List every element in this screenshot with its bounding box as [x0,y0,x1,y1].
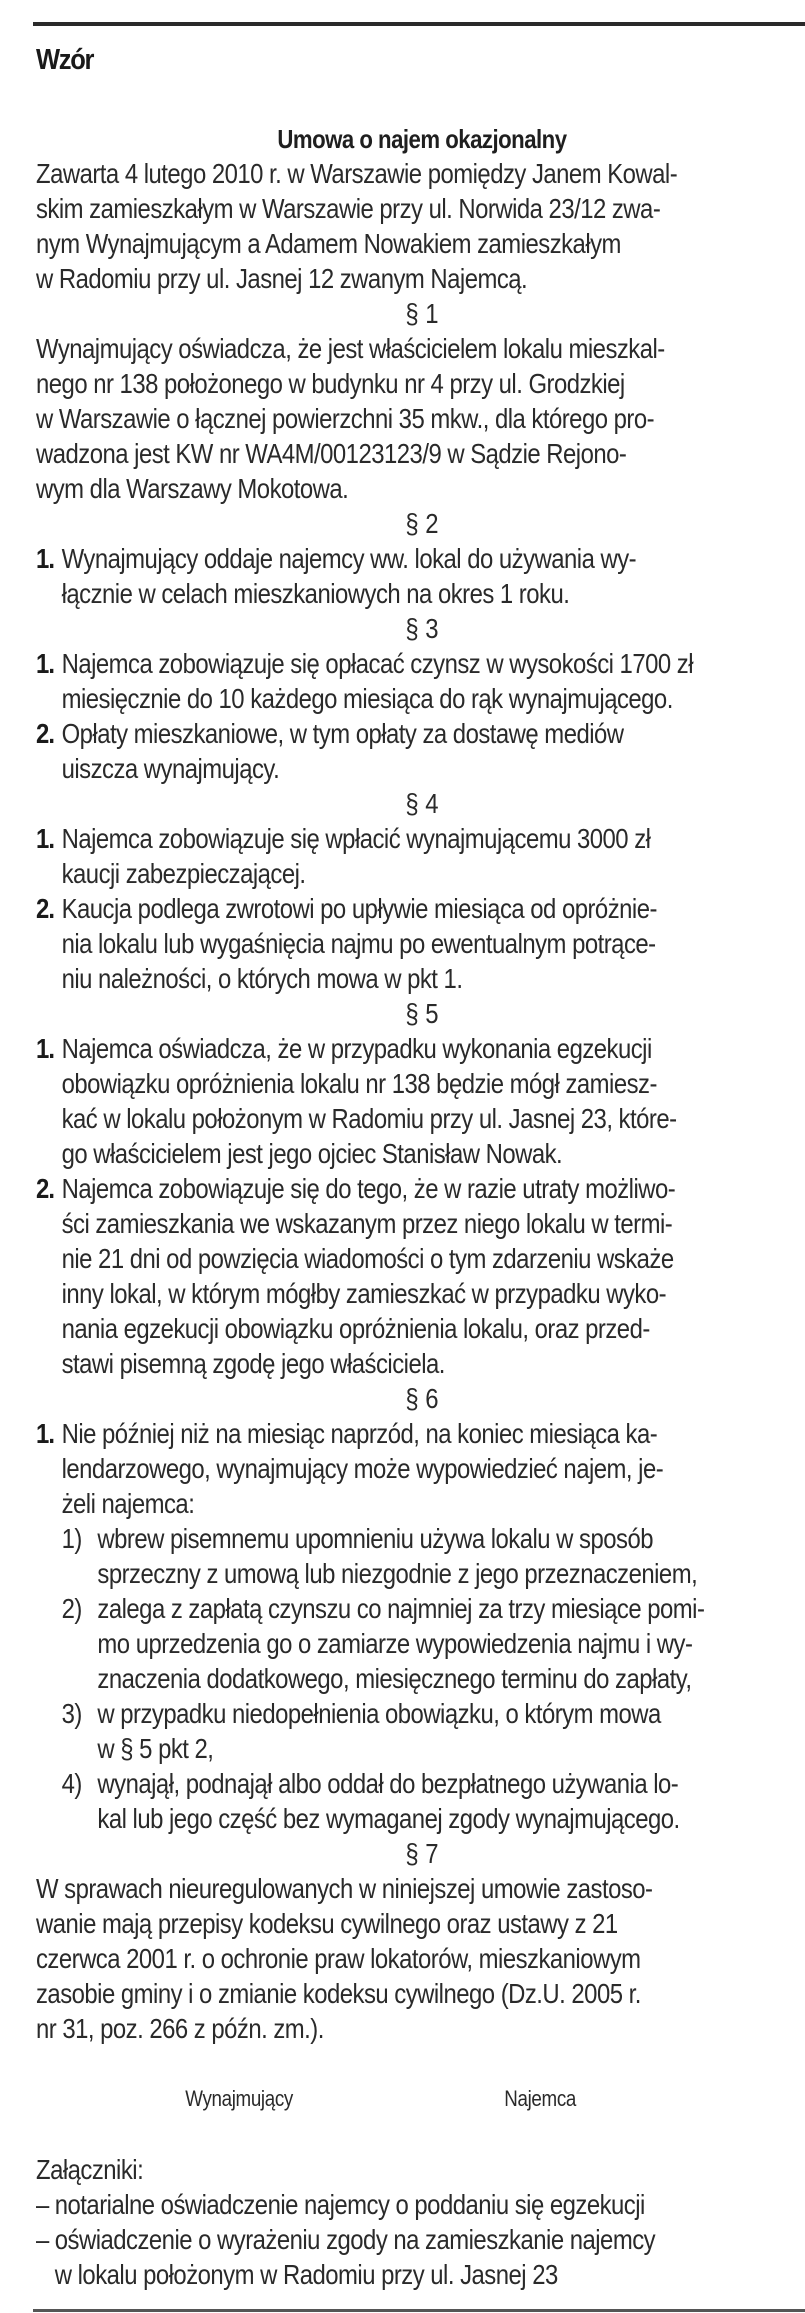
numbered-point [36,821,701,891]
section-line: W sprawach nieuregulowanych w niniejszej umowie zastoso- [36,1873,653,1904]
point-line: Najemca oświadcza, że w przypadku wykonania egzekucji [61,1033,652,1064]
point-line: uiszcza wynajmujący. [61,753,280,784]
section-1 [36,296,701,506]
point-line: Wynajmujący oddaje najemcy ww. lokal do używania wy- [61,543,637,574]
sub-point-number: 3) [61,1698,82,1729]
numbered-point [36,1171,701,1381]
contract-document [36,124,705,2292]
numbered-point [36,646,701,716]
section-line: w Warszawie o łącznej powierzchni 35 mkw., dla którego pro- [36,403,655,434]
point-number: 1. [36,543,55,574]
top-rule [33,22,805,26]
section-4 [36,786,701,996]
point-line: Opłaty mieszkaniowe, w tym opłaty za dostawę mediów [61,718,624,749]
kicker-heading: Wzór [36,44,94,76]
attachment-line: oświadczenie o wyrażeniu zgody na zamieszkanie najemcy [54,2224,656,2255]
section-6 [36,1381,705,1836]
sub-point-line: w przypadku niedopełnienia obowiązku, o którym mowa [97,1698,661,1729]
sub-point-number: 2) [61,1593,82,1624]
section-mark: § 7 [405,1838,439,1869]
sub-point-line: wbrew pisemnemu upomnieniu używa lokalu w sposób [97,1523,653,1554]
section-line: zasobie gminy i o zmianie kodeksu cywilnego (Dz.U. 2005 r. [36,1978,641,2009]
sub-point-line: kal lub jego część bez wymaganej zgody wynajmującego. [97,1803,680,1834]
section-mark: § 6 [405,1383,439,1414]
point-line: Najemca zobowiązuje się opłacać czynsz w wysokości 1700 zł [61,648,693,679]
point-line: żeli najemca: [61,1488,195,1519]
point-line: inny lokal, w którym mógłby zamieszkać w przypadku wyko- [61,1278,667,1309]
point-line: łącznie w celach mieszkaniowych na okres 1 roku. [61,578,570,609]
point-number: 2. [36,893,55,924]
attachments-heading: Załączniki: [36,2154,144,2185]
dash-bullet: – [36,2189,50,2220]
point-number: 1. [36,1418,55,1449]
point-line: kaucji zabezpieczającej. [61,858,306,889]
attachment-item [36,2222,701,2292]
point-line: nia lokalu lub wygaśnięcia najmu po ewentualnym potrące- [61,928,656,959]
point-number: 2. [36,1173,55,1204]
intro-line: nym Wynajmującym a Adamem Nowakiem zamieszkałym [36,228,621,259]
intro-line: w Radomiu przy ul. Jasnej 12 zwanym Najemcą. [36,263,528,294]
sub-point [36,1766,701,1836]
intro-paragraph [36,156,701,296]
attachment-line: notarialne oświadczenie najemcy o poddaniu się egzekucji [54,2189,645,2220]
point-text [62,541,702,611]
section-line: Wynajmujący oświadcza, że jest właścicielem lokalu mieszkal- [36,333,665,364]
section-mark: § 3 [405,613,439,644]
point-number: 2. [36,718,55,749]
point-number: 1. [36,648,55,679]
intro-line: Zawarta 4 lutego 2010 r. w Warszawie pomiędzy Janem Kowal- [36,158,678,189]
numbered-point [36,891,701,996]
section-mark: § 4 [405,788,439,819]
sub-point-number: 4) [61,1768,82,1799]
bottom-rule [33,2309,805,2312]
point-line: ści zamieszkania we wskazanym przez niego lokalu w termi- [61,1208,673,1239]
section-mark: § 5 [405,998,439,1029]
point-line: Najemca zobowiązuje się do tego, że w razie utraty możliwo- [61,1173,676,1204]
point-number: 1. [36,1033,55,1064]
sub-point-line: znaczenia dodatkowego, miesięcznego terminu do zapłaty, [97,1663,692,1694]
sections [36,296,705,2046]
sub-point-line: wynajął, podnajął albo oddał do bezpłatnego używania lo- [97,1768,679,1799]
sub-point-text [97,1591,704,1696]
point-line: kać w lokalu położonym w Radomiu przy ul. Jasnej 23, które- [61,1103,677,1134]
point-line: Kaucja podlega zwrotowi po upływie miesiąca od opróżnie- [61,893,657,924]
section-mark: § 1 [405,298,439,329]
intro-line: skim zamieszkałym w Warszawie przy ul. Norwida 23/12 zwa- [36,193,661,224]
sub-point-line: zalega z zapłatą czynszu co najmniej za trzy miesiące pomi- [97,1593,705,1624]
section-line: wadzona jest KW nr WA4M/00123123/9 w Sądzie Rejono- [36,438,627,469]
section-3 [36,611,701,786]
sub-point-number: 1) [61,1523,82,1554]
point-number: 1. [36,823,55,854]
point-text [62,1031,702,1171]
point-line: nania egzekucji obowiązku opróżnienia lokalu, oraz przed- [61,1313,650,1344]
sub-point [36,1521,701,1591]
point-text [62,716,702,786]
section-line: nr 31, poz. 266 z późn. zm.). [36,2013,324,2044]
sub-point-line: mo uprzedzenia go o zamiarze wypowiedzenia najmu i wy- [97,1628,693,1659]
point-text [62,1416,702,1521]
sub-point-text [97,1696,660,1766]
point-line: Nie później niż na miesiąc naprzód, na koniec miesiąca ka- [61,1418,658,1449]
sub-point-line: w § 5 pkt 2, [97,1733,214,1764]
document-title: Umowa o najem okazjonalny [277,124,567,154]
attachments-list [36,2187,701,2292]
section-2 [36,506,701,611]
attachment-text [55,2222,655,2292]
attachment-text [55,2187,645,2222]
numbered-point [36,716,701,786]
point-text [62,821,702,891]
sub-point-line: sprzeczny z umową lub niezgodnie z jego przeznaczeniem, [97,1558,698,1589]
numbered-point [36,541,701,611]
point-line: lendarzowego, wynajmujący może wypowiedzieć najem, je- [61,1453,664,1484]
section-line: wym dla Warszawy Mokotowa. [36,473,349,504]
signature-tenant: Najemca [504,2086,576,2111]
point-line: Najemca zobowiązuje się wpłacić wynajmującemu 3000 zł [61,823,651,854]
section-line: czerwca 2001 r. o ochronie praw lokatorów, mieszkaniowym [36,1943,641,1974]
point-text [62,646,702,716]
attachment-item [36,2187,701,2222]
point-line: miesięcznie do 10 każdego miesiąca do rąk wynajmującego. [61,683,673,714]
point-line: obowiązku opróżnienia lokalu nr 138 będzie mógł zamiesz- [61,1068,657,1099]
numbered-point [36,1416,701,1521]
numbered-point [36,1031,701,1171]
signature-landlord: Wynajmujący [185,2086,293,2111]
sub-point [36,1591,705,1696]
section-mark: § 2 [405,508,439,539]
sub-point [36,1696,701,1766]
point-line: niu należności, o których mowa w pkt 1. [61,963,463,994]
point-text [62,1171,702,1381]
point-line: nie 21 dni od powzięcia wiadomości o tym zdarzeniu wskaże [61,1243,674,1274]
section-line: wanie mają przepisy kodeksu cywilnego oraz ustawy z 21 [36,1908,618,1939]
sub-point-text [97,1521,697,1591]
dash-bullet: – [36,2224,50,2255]
sub-point-text [97,1766,679,1836]
point-line: go właścicielem jest jego ojciec Stanisław Nowak. [61,1138,563,1169]
point-line: stawi pisemną zgodę jego właściciela. [61,1348,445,1379]
section-5 [36,996,701,1381]
attachment-line: w lokalu położonym w Radomiu przy ul. Jasnej 23 [54,2259,558,2290]
point-text [62,891,702,996]
section-7 [36,1836,701,2046]
signatures [36,2046,701,2152]
section-line: nego nr 138 położonego w budynku nr 4 przy ul. Grodzkiej [36,368,625,399]
